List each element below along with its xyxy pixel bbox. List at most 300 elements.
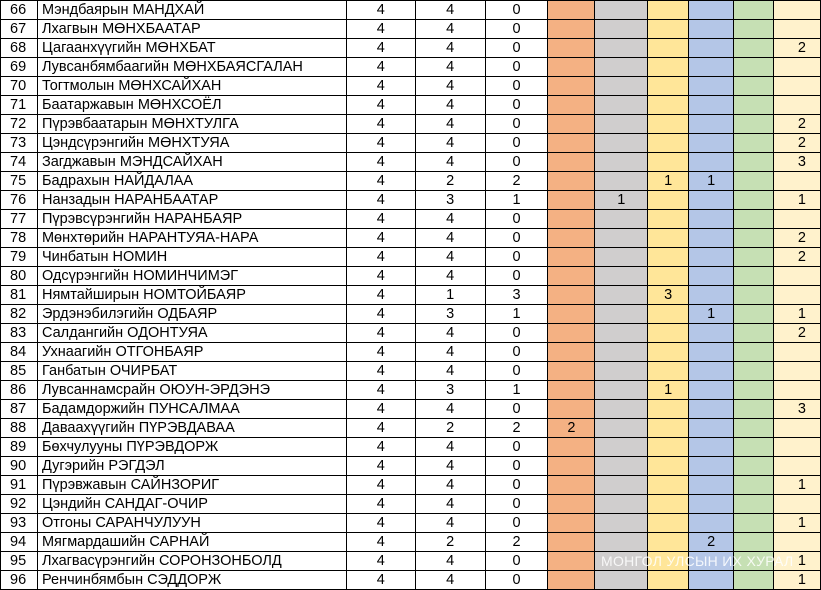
value-c: 2 xyxy=(485,419,548,438)
value-b: 4 xyxy=(415,153,485,172)
value-b: 4 xyxy=(415,229,485,248)
orange-cell xyxy=(548,305,595,324)
grey-cell xyxy=(595,172,648,191)
blue-cell xyxy=(689,343,734,362)
table-row xyxy=(1,39,821,58)
member-name: Нямтайширын НОМТОЙБАЯР xyxy=(37,286,346,305)
row-number: 85 xyxy=(1,362,38,381)
table-row xyxy=(1,324,821,343)
value-a: 4 xyxy=(346,248,415,267)
orange-cell xyxy=(548,58,595,77)
grey-cell xyxy=(595,381,648,400)
orange-cell xyxy=(548,514,595,533)
member-name: Бадрахын НАЙДАЛАА xyxy=(37,172,346,191)
blue-cell xyxy=(689,39,734,58)
value-a: 4 xyxy=(346,533,415,552)
value-a: 4 xyxy=(346,324,415,343)
cream-cell: 3 xyxy=(773,400,820,419)
member-name: Эрдэнэбилэгийн ОДБАЯР xyxy=(37,305,346,324)
yellow-cell xyxy=(648,457,689,476)
value-b: 4 xyxy=(415,134,485,153)
member-name: Лувсанбямбаагийн МӨНХБАЯСГАЛАН xyxy=(37,58,346,77)
cream-cell xyxy=(773,286,820,305)
green-cell xyxy=(734,172,774,191)
value-b: 4 xyxy=(415,248,485,267)
value-b: 4 xyxy=(415,514,485,533)
blue-cell: 1 xyxy=(689,305,734,324)
row-number: 80 xyxy=(1,267,38,286)
cream-cell: 1 xyxy=(773,191,820,210)
member-name: Тогтмолын МӨНХСАЙХАН xyxy=(37,77,346,96)
value-b: 4 xyxy=(415,267,485,286)
value-a: 4 xyxy=(346,514,415,533)
cream-cell: 1 xyxy=(773,571,820,590)
value-a: 4 xyxy=(346,438,415,457)
cream-cell: 2 xyxy=(773,115,820,134)
row-number: 71 xyxy=(1,96,38,115)
row-number: 91 xyxy=(1,476,38,495)
value-c: 0 xyxy=(485,495,548,514)
value-c: 0 xyxy=(485,77,548,96)
member-name: Мөнхтөрийн НАРАНТУЯА-НАРА xyxy=(37,229,346,248)
table-row xyxy=(1,381,821,400)
grey-cell xyxy=(595,457,648,476)
blue-cell xyxy=(689,229,734,248)
grey-cell xyxy=(595,248,648,267)
green-cell xyxy=(734,438,774,457)
grey-cell xyxy=(595,495,648,514)
value-c: 0 xyxy=(485,1,548,20)
row-number: 84 xyxy=(1,343,38,362)
grey-cell xyxy=(595,210,648,229)
orange-cell xyxy=(548,400,595,419)
row-number: 77 xyxy=(1,210,38,229)
value-a: 4 xyxy=(346,1,415,20)
orange-cell xyxy=(548,267,595,286)
value-b: 4 xyxy=(415,343,485,362)
table-row xyxy=(1,20,821,39)
row-number: 74 xyxy=(1,153,38,172)
grey-cell xyxy=(595,476,648,495)
blue-cell xyxy=(689,248,734,267)
value-a: 4 xyxy=(346,305,415,324)
yellow-cell: 3 xyxy=(648,286,689,305)
green-cell xyxy=(734,324,774,343)
value-c: 1 xyxy=(485,381,548,400)
row-number: 90 xyxy=(1,457,38,476)
member-name: Даваахүүгийн ПҮРЭВДАВАА xyxy=(37,419,346,438)
value-a: 4 xyxy=(346,115,415,134)
row-number: 67 xyxy=(1,20,38,39)
value-b: 4 xyxy=(415,438,485,457)
green-cell xyxy=(734,305,774,324)
cream-cell: 2 xyxy=(773,248,820,267)
value-a: 4 xyxy=(346,286,415,305)
grey-cell xyxy=(595,39,648,58)
orange-cell xyxy=(548,229,595,248)
grey-cell xyxy=(595,58,648,77)
yellow-cell xyxy=(648,571,689,590)
grey-cell xyxy=(595,343,648,362)
row-number: 79 xyxy=(1,248,38,267)
row-number: 94 xyxy=(1,533,38,552)
grey-cell xyxy=(595,324,648,343)
cream-cell xyxy=(773,495,820,514)
yellow-cell xyxy=(648,39,689,58)
row-number: 72 xyxy=(1,115,38,134)
value-c: 0 xyxy=(485,58,548,77)
member-name: Ренчинбямбын СЭДДОРЖ xyxy=(37,571,346,590)
grey-cell xyxy=(595,267,648,286)
yellow-cell: 1 xyxy=(648,381,689,400)
cream-cell: 3 xyxy=(773,153,820,172)
row-number: 70 xyxy=(1,77,38,96)
cream-cell xyxy=(773,58,820,77)
value-a: 4 xyxy=(346,362,415,381)
member-name: Пүрэвжавын САЙНЗОРИГ xyxy=(37,476,346,495)
value-a: 4 xyxy=(346,39,415,58)
yellow-cell xyxy=(648,248,689,267)
value-c: 0 xyxy=(485,571,548,590)
blue-cell xyxy=(689,419,734,438)
member-name: Нанзадын НАРАНБААТАР xyxy=(37,191,346,210)
table-row xyxy=(1,533,821,552)
row-number: 78 xyxy=(1,229,38,248)
grey-cell xyxy=(595,533,648,552)
value-b: 4 xyxy=(415,495,485,514)
green-cell xyxy=(734,362,774,381)
blue-cell xyxy=(689,58,734,77)
orange-cell xyxy=(548,134,595,153)
table-row xyxy=(1,286,821,305)
blue-cell xyxy=(689,153,734,172)
cream-cell: 2 xyxy=(773,39,820,58)
orange-cell xyxy=(548,248,595,267)
cream-cell xyxy=(773,1,820,20)
value-c: 1 xyxy=(485,191,548,210)
table-body xyxy=(1,1,821,590)
cream-cell xyxy=(773,381,820,400)
blue-cell xyxy=(689,495,734,514)
green-cell xyxy=(734,134,774,153)
row-number: 73 xyxy=(1,134,38,153)
cream-cell: 1 xyxy=(773,476,820,495)
member-name: Загджавын МЭНДСАЙХАН xyxy=(37,153,346,172)
orange-cell xyxy=(548,343,595,362)
row-number: 82 xyxy=(1,305,38,324)
value-b: 1 xyxy=(415,286,485,305)
row-number: 89 xyxy=(1,438,38,457)
value-b: 4 xyxy=(415,77,485,96)
blue-cell xyxy=(689,476,734,495)
green-cell xyxy=(734,229,774,248)
blue-cell: 2 xyxy=(689,533,734,552)
member-name: Цэндийн САНДАГ-ОЧИР xyxy=(37,495,346,514)
value-c: 0 xyxy=(485,153,548,172)
blue-cell xyxy=(689,267,734,286)
yellow-cell xyxy=(648,324,689,343)
orange-cell xyxy=(548,153,595,172)
row-number: 81 xyxy=(1,286,38,305)
green-cell xyxy=(734,39,774,58)
orange-cell xyxy=(548,39,595,58)
orange-cell xyxy=(548,362,595,381)
green-cell xyxy=(734,248,774,267)
grey-cell xyxy=(595,134,648,153)
yellow-cell xyxy=(648,438,689,457)
yellow-cell xyxy=(648,1,689,20)
value-a: 4 xyxy=(346,191,415,210)
grey-cell: 1 xyxy=(595,191,648,210)
value-b: 2 xyxy=(415,419,485,438)
value-a: 4 xyxy=(346,172,415,191)
value-b: 4 xyxy=(415,20,485,39)
orange-cell xyxy=(548,476,595,495)
value-b: 4 xyxy=(415,1,485,20)
orange-cell xyxy=(548,495,595,514)
cream-cell: 2 xyxy=(773,134,820,153)
yellow-cell xyxy=(648,229,689,248)
green-cell xyxy=(734,514,774,533)
value-a: 4 xyxy=(346,134,415,153)
value-a: 4 xyxy=(346,495,415,514)
cream-cell xyxy=(773,438,820,457)
value-c: 0 xyxy=(485,248,548,267)
value-b: 4 xyxy=(415,39,485,58)
blue-cell xyxy=(689,1,734,20)
yellow-cell xyxy=(648,514,689,533)
cream-cell xyxy=(773,343,820,362)
member-name: Чинбатын НОМИН xyxy=(37,248,346,267)
yellow-cell xyxy=(648,134,689,153)
grey-cell xyxy=(595,20,648,39)
green-cell xyxy=(734,58,774,77)
value-a: 4 xyxy=(346,571,415,590)
green-cell xyxy=(734,457,774,476)
grey-cell xyxy=(595,305,648,324)
orange-cell xyxy=(548,191,595,210)
value-b: 3 xyxy=(415,381,485,400)
value-c: 0 xyxy=(485,362,548,381)
green-cell xyxy=(734,153,774,172)
cream-cell: 1 xyxy=(773,305,820,324)
table-row xyxy=(1,362,821,381)
member-name: Ухнаагийн ОТГОНБАЯР xyxy=(37,343,346,362)
value-a: 4 xyxy=(346,343,415,362)
green-cell xyxy=(734,1,774,20)
green-cell xyxy=(734,343,774,362)
yellow-cell xyxy=(648,210,689,229)
grey-cell xyxy=(595,153,648,172)
member-name: Баатаржавын МӨНХСОЁЛ xyxy=(37,96,346,115)
value-c: 0 xyxy=(485,134,548,153)
table-row xyxy=(1,248,821,267)
table-row xyxy=(1,115,821,134)
table-row xyxy=(1,457,821,476)
table-row xyxy=(1,438,821,457)
green-cell xyxy=(734,191,774,210)
row-number: 93 xyxy=(1,514,38,533)
orange-cell xyxy=(548,20,595,39)
orange-cell xyxy=(548,324,595,343)
green-cell xyxy=(734,571,774,590)
value-c: 3 xyxy=(485,286,548,305)
table-row xyxy=(1,267,821,286)
green-cell xyxy=(734,381,774,400)
grey-cell xyxy=(595,77,648,96)
member-name: Лувсаннамсрайн ОЮУН-ЭРДЭНЭ xyxy=(37,381,346,400)
row-number: 75 xyxy=(1,172,38,191)
orange-cell xyxy=(548,457,595,476)
table-row xyxy=(1,400,821,419)
row-number: 88 xyxy=(1,419,38,438)
value-b: 3 xyxy=(415,191,485,210)
member-name: Бадамдоржийн ПУНСАЛМАА xyxy=(37,400,346,419)
cream-cell xyxy=(773,96,820,115)
value-a: 4 xyxy=(346,229,415,248)
grey-cell xyxy=(595,1,648,20)
member-name: Салдангийн ОДОНТУЯА xyxy=(37,324,346,343)
row-number: 87 xyxy=(1,400,38,419)
orange-cell xyxy=(548,115,595,134)
member-name: Пүрэвбаатарын МӨНХТУЛГА xyxy=(37,115,346,134)
value-c: 0 xyxy=(485,438,548,457)
value-b: 4 xyxy=(415,571,485,590)
yellow-cell xyxy=(648,400,689,419)
yellow-cell xyxy=(648,20,689,39)
value-c: 0 xyxy=(485,457,548,476)
table-row xyxy=(1,305,821,324)
blue-cell xyxy=(689,134,734,153)
value-b: 4 xyxy=(415,324,485,343)
row-number: 66 xyxy=(1,1,38,20)
row-number: 76 xyxy=(1,191,38,210)
green-cell xyxy=(734,267,774,286)
green-cell xyxy=(734,210,774,229)
value-b: 2 xyxy=(415,533,485,552)
table-row xyxy=(1,134,821,153)
value-c: 0 xyxy=(485,476,548,495)
orange-cell xyxy=(548,172,595,191)
value-b: 4 xyxy=(415,362,485,381)
cream-cell xyxy=(773,533,820,552)
cream-cell xyxy=(773,419,820,438)
value-c: 0 xyxy=(485,20,548,39)
cream-cell xyxy=(773,77,820,96)
grey-cell xyxy=(595,400,648,419)
cream-cell xyxy=(773,20,820,39)
grey-cell xyxy=(595,514,648,533)
grey-cell xyxy=(595,115,648,134)
value-c: 0 xyxy=(485,39,548,58)
table-row xyxy=(1,1,821,20)
row-number: 68 xyxy=(1,39,38,58)
table-row xyxy=(1,229,821,248)
blue-cell xyxy=(689,20,734,39)
table-row xyxy=(1,419,821,438)
value-c: 0 xyxy=(485,267,548,286)
yellow-cell xyxy=(648,305,689,324)
value-a: 4 xyxy=(346,267,415,286)
blue-cell xyxy=(689,362,734,381)
blue-cell xyxy=(689,381,734,400)
value-c: 0 xyxy=(485,96,548,115)
green-cell xyxy=(734,476,774,495)
orange-cell xyxy=(548,96,595,115)
value-b: 4 xyxy=(415,476,485,495)
orange-cell xyxy=(548,1,595,20)
blue-cell xyxy=(689,438,734,457)
orange-cell xyxy=(548,552,595,571)
value-b: 4 xyxy=(415,96,485,115)
blue-cell xyxy=(689,457,734,476)
grey-cell xyxy=(595,96,648,115)
member-name: Ганбатын ОЧИРБАТ xyxy=(37,362,346,381)
table-row xyxy=(1,96,821,115)
green-cell xyxy=(734,419,774,438)
orange-cell xyxy=(548,77,595,96)
member-name: Отгоны САРАНЧУЛУУН xyxy=(37,514,346,533)
member-name: Лхагвын МӨНХБААТАР xyxy=(37,20,346,39)
value-c: 0 xyxy=(485,115,548,134)
table-row xyxy=(1,153,821,172)
table-row xyxy=(1,77,821,96)
cream-cell: 1 xyxy=(773,514,820,533)
value-a: 4 xyxy=(346,77,415,96)
green-cell xyxy=(734,495,774,514)
blue-cell xyxy=(689,210,734,229)
value-b: 4 xyxy=(415,457,485,476)
value-a: 4 xyxy=(346,400,415,419)
yellow-cell xyxy=(648,153,689,172)
cream-cell xyxy=(773,172,820,191)
value-c: 0 xyxy=(485,400,548,419)
value-a: 4 xyxy=(346,419,415,438)
value-a: 4 xyxy=(346,476,415,495)
yellow-cell xyxy=(648,191,689,210)
table-row xyxy=(1,476,821,495)
value-c: 0 xyxy=(485,229,548,248)
grey-cell xyxy=(595,419,648,438)
green-cell xyxy=(734,286,774,305)
green-cell xyxy=(734,20,774,39)
grey-cell xyxy=(595,438,648,457)
orange-cell xyxy=(548,438,595,457)
member-name: Мягмардашийн САРНАЙ xyxy=(37,533,346,552)
row-number: 92 xyxy=(1,495,38,514)
cream-cell xyxy=(773,210,820,229)
blue-cell xyxy=(689,96,734,115)
table-row xyxy=(1,172,821,191)
watermark: МОНГОЛ УЛСЫН ИХ ХУРАЛ xyxy=(601,553,794,569)
value-c: 2 xyxy=(485,172,548,191)
blue-cell xyxy=(689,571,734,590)
row-number: 83 xyxy=(1,324,38,343)
row-number: 69 xyxy=(1,58,38,77)
yellow-cell xyxy=(648,58,689,77)
orange-cell xyxy=(548,210,595,229)
value-a: 4 xyxy=(346,58,415,77)
cream-cell xyxy=(773,267,820,286)
yellow-cell xyxy=(648,96,689,115)
grey-cell xyxy=(595,286,648,305)
value-a: 4 xyxy=(346,153,415,172)
value-a: 4 xyxy=(346,20,415,39)
member-name: Дугэрийн РЭГДЭЛ xyxy=(37,457,346,476)
value-a: 4 xyxy=(346,96,415,115)
yellow-cell xyxy=(648,77,689,96)
orange-cell xyxy=(548,533,595,552)
